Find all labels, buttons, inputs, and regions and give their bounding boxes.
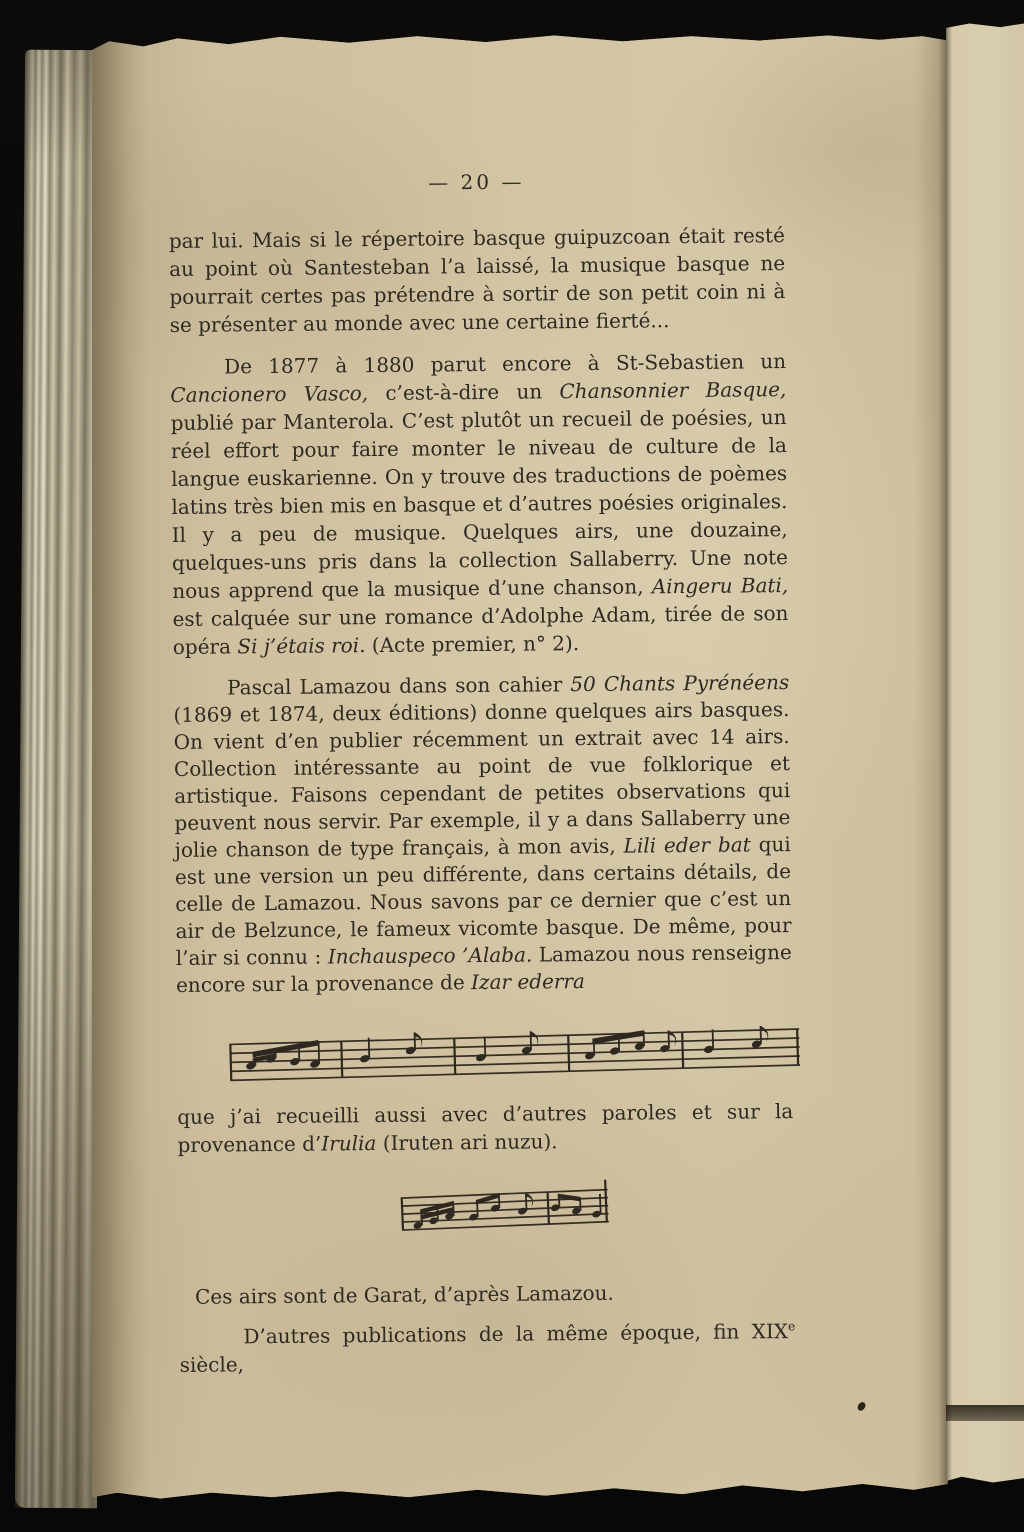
page-content	[168, 165, 796, 1379]
music-staff-irulia	[400, 1181, 612, 1235]
paragraph-intro: par lui. Mais si le répertoire basque guipuzcoan était resté au point où Santesteban l’a laissé, la musique basque ne pourrait certes pas prétendre à sortir de son petit coin ni à se présenter au monde avec une certaine fierté...	[168, 223, 786, 337]
paragraph-autres-publications: D’autres publications de la même époque, fin XIXe siècle,	[179, 1318, 796, 1377]
paragraph-lamazou: Pascal Lamazou dans son cahier 50 Chants Pyrénéens (1869 et 1874, deux éditions) donne quelques airs basques. On vient d’en publier récemment un extrait avec 14 airs. Collection intéressante au point de vue folklorique et artistique. Faisons cependant de petites observations qui peuvent nous servir. Par exemple, il y a dans Sallaberry une jolie chanson de type français, à mon avis, Lili eder bat qui est une version un peu différente, dans certains détails, de celle de Lamazou. Nous savons par ce dernier que c’est un air de Belzunce, le fameux vicomte basque. De même, pour l’air si connu : Inchauspeco ’Alaba. Lamazou nous renseigne encore sur la provenance de Izar ederra	[173, 670, 792, 997]
paragraph-recueilli: que j’ai recueilli aussi avec d’autres paroles et sur la provenance d’Irulia (Iruten ari nuzu).	[177, 1099, 794, 1157]
music-staff-izar-ederra	[228, 1023, 801, 1086]
paragraph-cancionero: De 1877 à 1880 parut encore à St-Sebastien un Cancionero Vasco, c’est-à-dire un Chansonnier Basque, publié par Manterola. C’est plutôt un recueil de poésies, un réel effort pour faire monter le niveau de culture de la langue euskarienne. On y trouve des traductions de poèmes latins très bien mis en basque et d’autres poésies originales. Il y a peu de musique. Quelques airs, une douzaine, quelques-uns pris dans la collection Sallaberry. Une note nous apprend que la musique d’une chanson, Aingeru Bati, est calquée sur une romance d’Adolphe Adam, tirée de son opéra Si j’étais roi. (Acte premier, n° 2).	[170, 349, 789, 659]
page-number: — 20 —	[428, 169, 525, 195]
next-page-edge	[946, 22, 1024, 1484]
page-gap-shadow	[946, 1405, 1024, 1421]
paragraph-garat: Ces airs sont de Garat, d’après Lamazou.	[194, 1280, 614, 1309]
